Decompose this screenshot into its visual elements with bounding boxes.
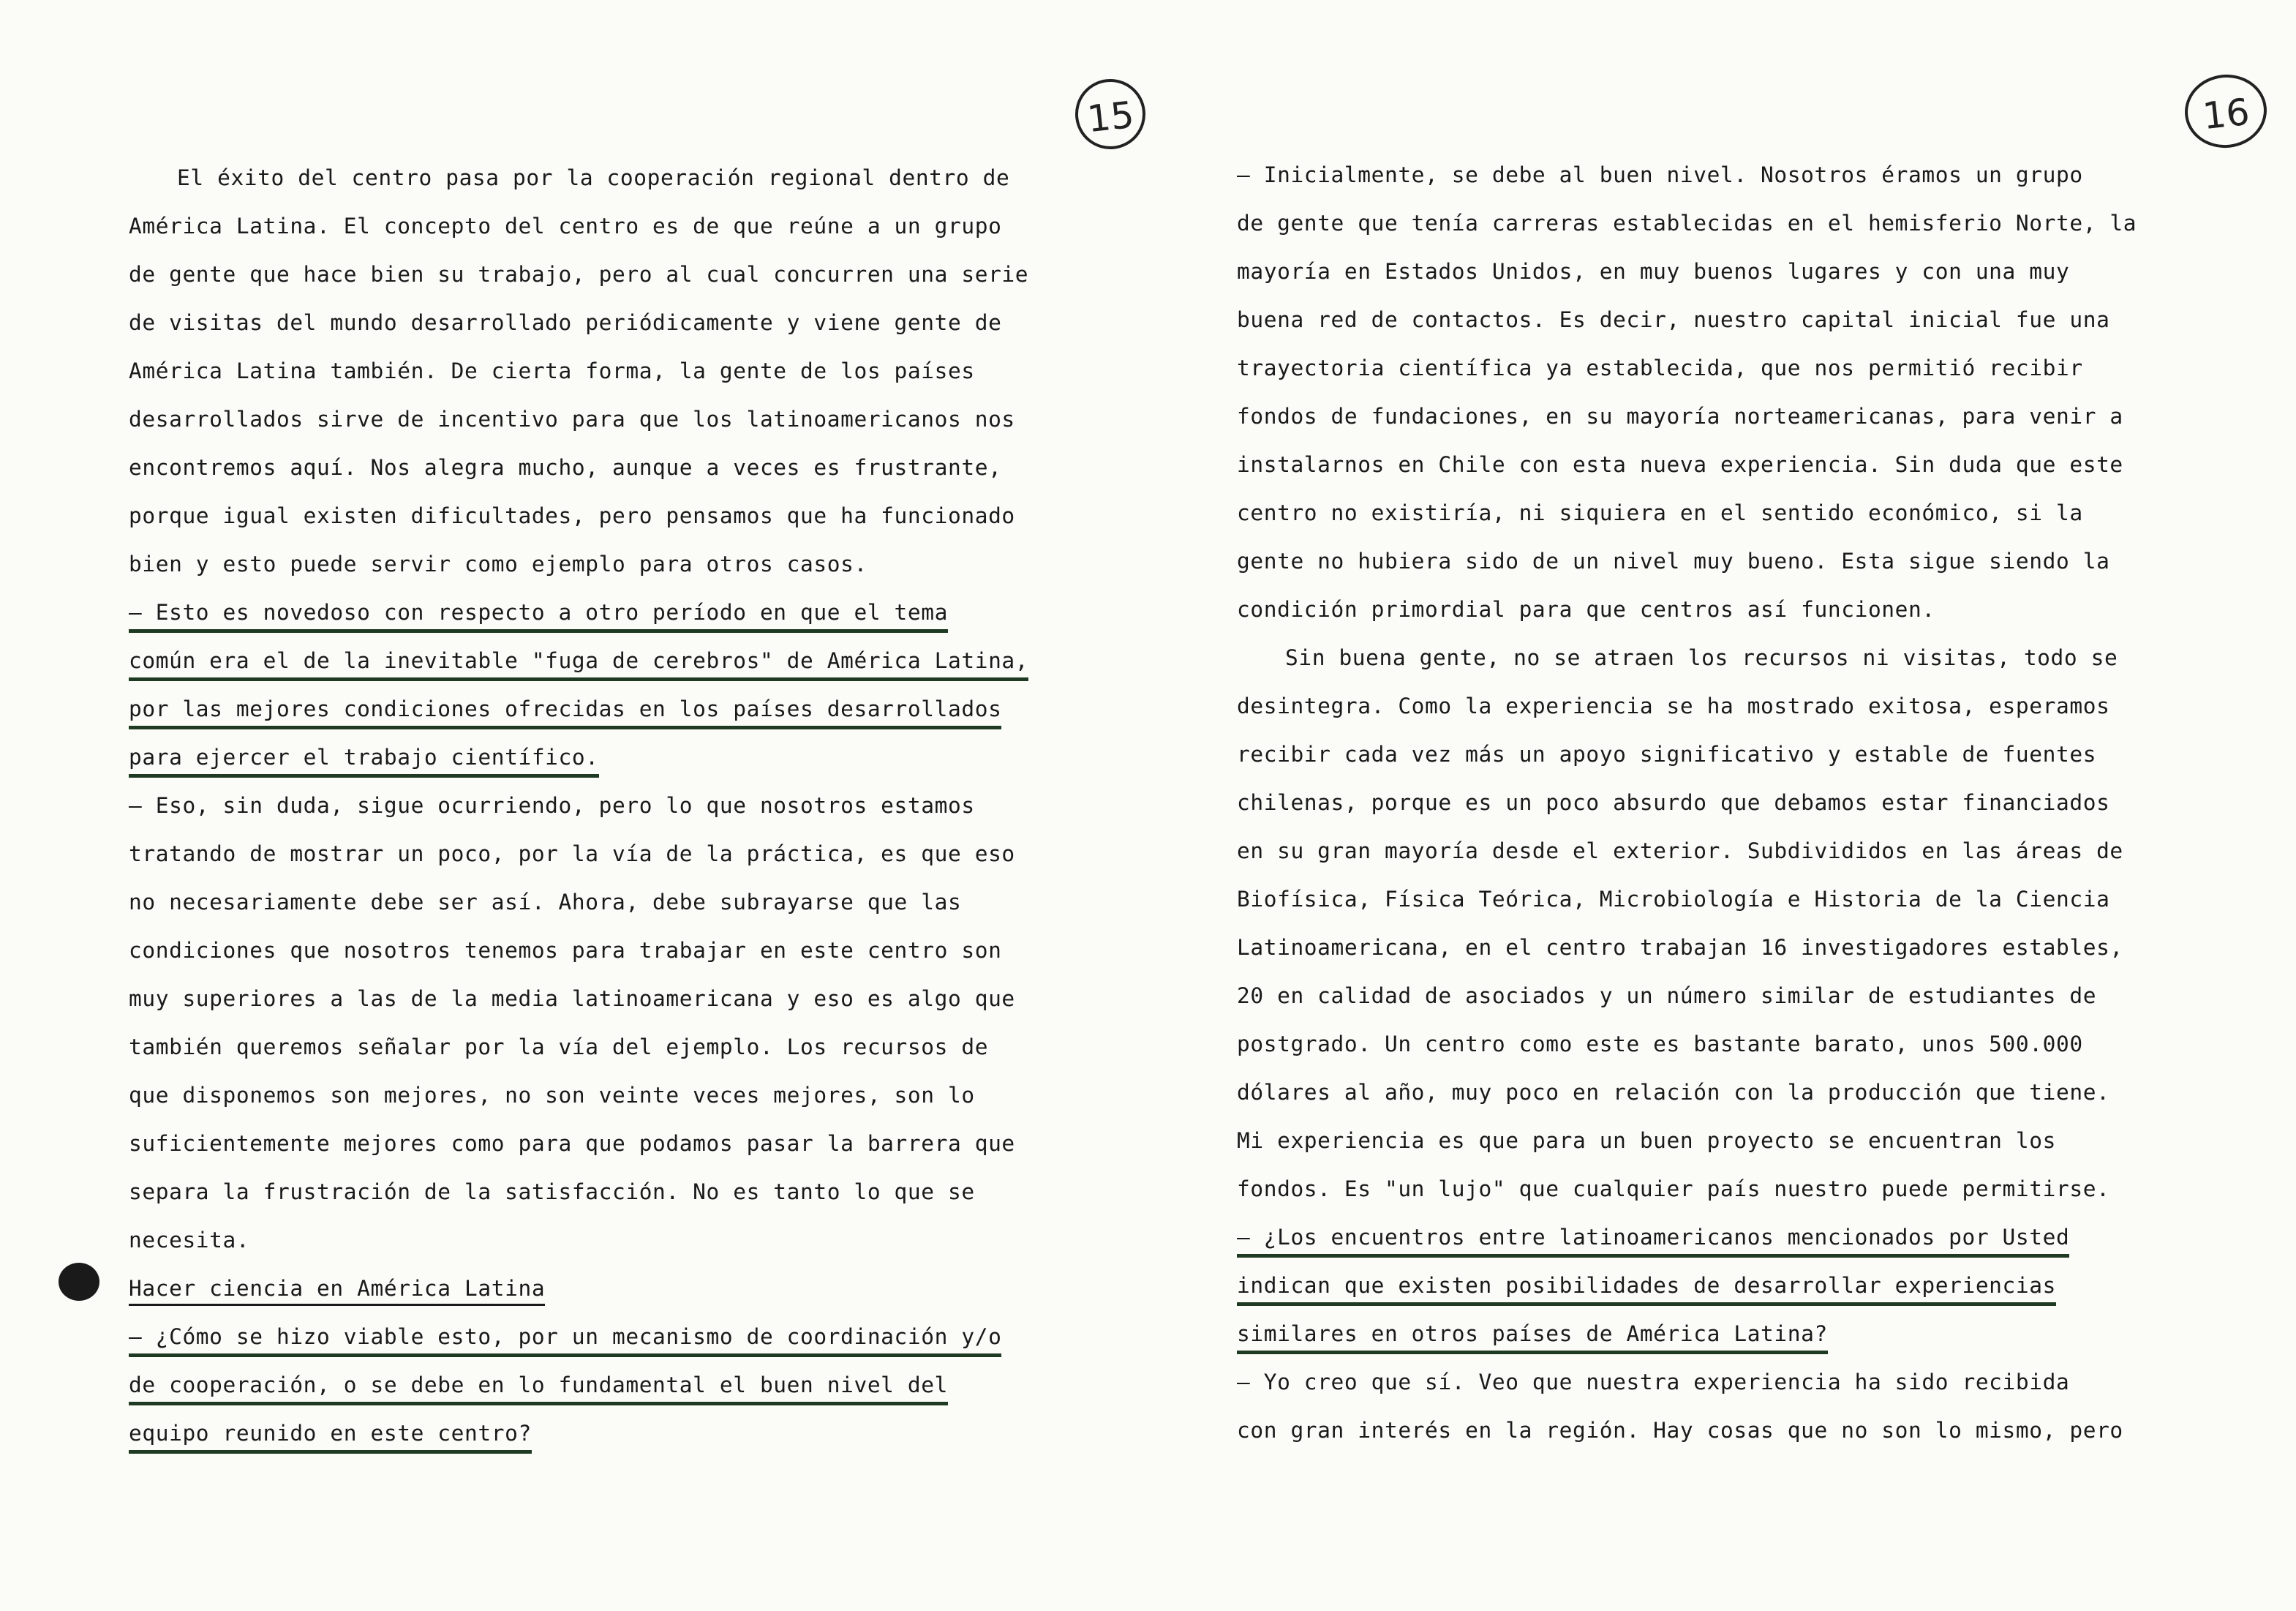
text-line-content: fondos de fundaciones, en su mayoría norteamericanas, para venir a: [1237, 404, 2123, 429]
text-line-content: Sin buena gente, no se atraen los recursos ni visitas, todo se: [1285, 645, 2118, 670]
text-line: [1237, 1261, 2251, 1310]
text-line: [1237, 440, 2251, 489]
text-line: [1237, 778, 2251, 827]
text-line: [1237, 875, 2251, 923]
text-line-content: instalarnos en Chile con esta nueva experiencia. Sin duda que este: [1237, 452, 2123, 477]
text-line: [129, 1409, 1131, 1457]
section-heading: [129, 1264, 1131, 1313]
text-line-content: con gran interés en la región. Hay cosas que no son lo mismo, pero: [1237, 1418, 2123, 1443]
text-line: [1237, 923, 2251, 972]
text-line: [129, 1216, 1131, 1264]
text-line-content: de visitas del mundo desarrollado periódicamente y viene gente de: [129, 310, 1002, 335]
text-line: [129, 395, 1131, 443]
text-line: [1237, 296, 2251, 344]
text-line-content: también queremos señalar por la vía del ejemplo. Los recursos de: [129, 1034, 989, 1059]
text-line-content: que disponemos son mejores, no son veinte veces mejores, son lo: [129, 1083, 975, 1108]
text-line-content: desarrollados sirve de incentivo para que los latinoamericanos nos: [129, 407, 1015, 432]
text-line: [1237, 585, 2251, 634]
right-page: [1148, 0, 2296, 1611]
text-line-content: – ¿Los encuentros entre latinoamericanos mencionados por Usted: [1237, 1225, 2069, 1258]
text-line: [1237, 1310, 2251, 1358]
text-line: [129, 926, 1131, 975]
text-line-content: suficientemente mejores como para que podamos pasar la barrera que: [129, 1131, 1015, 1156]
text-line: [129, 250, 1131, 298]
text-line: [129, 1023, 1131, 1071]
text-line-content: – Yo creo que sí. Veo que nuestra experiencia ha sido recibida: [1237, 1370, 2070, 1394]
text-line: [129, 443, 1131, 492]
text-line: [1237, 730, 2251, 778]
text-line-content: centro no existiría, ni siquiera en el sentido económico, si la: [1237, 500, 2083, 525]
text-line-content: postgrado. Un centro como este es bastante barato, unos 500.000: [1237, 1032, 2083, 1056]
text-line-content: – Eso, sin duda, sigue ocurriendo, pero lo que nosotros estamos: [129, 793, 975, 818]
text-line: [129, 347, 1131, 395]
text-line-content: de cooperación, o se debe en lo fundamental el buen nivel del: [129, 1372, 948, 1405]
text-line-content: en su gran mayoría desde el exterior. Subdivididos en las áreas de: [1237, 838, 2123, 863]
text-line-content: fondos. Es "un lujo" que cualquier país nuestro puede permitirse.: [1237, 1176, 2110, 1201]
text-line-content: mayoría en Estados Unidos, en muy buenos lugares y con una muy: [1237, 259, 2070, 284]
text-line: [129, 1071, 1131, 1119]
text-line-content: muy superiores a las de la media latinoamericana y eso es algo que: [129, 986, 1015, 1011]
text-line-content: de gente que hace bien su trabajo, pero al cual concurren una serie: [129, 262, 1029, 287]
text-line-content: El éxito del centro pasa por la cooperación regional dentro de: [177, 165, 1010, 190]
text-line: [1237, 1068, 2251, 1116]
text-line: [129, 878, 1131, 926]
page-number-16: 16: [2181, 70, 2270, 151]
text-line-content: gente no hubiera sido de un nivel muy bueno. Esta sigue siendo la: [1237, 549, 2110, 574]
text-line: [129, 1168, 1131, 1216]
text-line: [1237, 1406, 2251, 1454]
text-line-content: condiciones que nosotros tenemos para trabajar en este centro son: [129, 938, 1002, 963]
text-line: [1237, 1116, 2251, 1165]
text-line-content: para ejercer el trabajo científico.: [129, 745, 599, 778]
text-line: [129, 733, 1131, 781]
text-line-content: Mi experiencia es que para un buen proyecto se encuentran los: [1237, 1128, 2056, 1153]
text-line-content: de gente que tenía carreras establecidas en el hemisferio Norte, la: [1237, 211, 2137, 236]
text-line: [1237, 827, 2251, 875]
text-line: [1237, 1020, 2251, 1068]
text-line: [129, 1361, 1131, 1409]
text-line: [129, 298, 1131, 347]
text-line: [129, 492, 1131, 540]
text-line: [129, 154, 1131, 202]
text-line-content: indican que existen posibilidades de desarrollar experiencias: [1237, 1273, 2056, 1306]
text-line-content: dólares al año, muy poco en relación con la producción que tiene.: [1237, 1080, 2110, 1105]
text-line-content: recibir cada vez más un apoyo significativo y estable de fuentes: [1237, 742, 2097, 767]
text-line-content: porque igual existen dificultades, pero pensamos que ha funcionado: [129, 503, 1015, 528]
text-line: [1237, 682, 2251, 730]
page-number-15: 15: [1072, 75, 1149, 153]
text-line-content: Latinoamericana, en el centro trabajan 16 investigadores estables,: [1237, 935, 2123, 960]
text-line: [129, 1313, 1131, 1361]
text-line: [129, 588, 1131, 636]
text-line: [129, 1119, 1131, 1168]
text-line-content: América Latina también. De cierta forma, la gente de los países: [129, 358, 975, 383]
text-line-content: desintegra. Como la experiencia se ha mostrado exitosa, esperamos: [1237, 694, 2110, 718]
text-line-content: Hacer ciencia en América Latina: [129, 1276, 545, 1306]
text-line: [1237, 151, 2251, 199]
text-line-content: 20 en calidad de asociados y un número similar de estudiantes de: [1237, 983, 2097, 1008]
text-line: [129, 685, 1131, 733]
text-line: [129, 830, 1131, 878]
right-page-text: [1237, 151, 2251, 1454]
text-line-content: separa la frustración de la satisfacción. No es tanto lo que se: [129, 1179, 975, 1204]
text-line: [1237, 1358, 2251, 1406]
text-line: [129, 540, 1131, 588]
ink-dot-bullet: [59, 1263, 99, 1301]
left-page-text: [129, 154, 1131, 1457]
text-line: [1237, 972, 2251, 1020]
text-line-content: condición primordial para que centros así funcionen.: [1237, 597, 1935, 622]
text-line-content: necesita.: [129, 1228, 250, 1253]
text-line: [1237, 1213, 2251, 1261]
text-line-content: América Latina. El concepto del centro es de que reúne a un grupo: [129, 214, 1002, 239]
text-line: [1237, 392, 2251, 440]
text-line-content: común era el de la inevitable "fuga de cerebros" de América Latina,: [129, 648, 1028, 681]
text-line: [1237, 199, 2251, 247]
text-line: [129, 975, 1131, 1023]
text-line-content: por las mejores condiciones ofrecidas en los países desarrollados: [129, 696, 1001, 729]
text-line-content: – Inicialmente, se debe al buen nivel. Nosotros éramos un grupo: [1237, 162, 2083, 187]
text-line: [1237, 344, 2251, 392]
text-line: [129, 202, 1131, 250]
text-line-content: – ¿Cómo se hizo viable esto, por un mecanismo de coordinación y/o: [129, 1324, 1001, 1357]
text-line-content: Biofísica, Física Teórica, Microbiología e Historia de la Ciencia: [1237, 887, 2110, 912]
text-line: [1237, 1165, 2251, 1213]
text-line-content: no necesariamente debe ser así. Ahora, debe subrayarse que las: [129, 890, 962, 915]
text-line: [129, 636, 1131, 685]
text-line: [1237, 537, 2251, 585]
text-line-content: buena red de contactos. Es decir, nuestro capital inicial fue una: [1237, 307, 2110, 332]
text-line-content: similares en otros países de América Latina?: [1237, 1321, 1828, 1354]
text-line-content: bien y esto puede servir como ejemplo para otros casos.: [129, 552, 867, 577]
text-line-content: equipo reunido en este centro?: [129, 1421, 532, 1454]
text-line: [129, 781, 1131, 830]
text-line-content: chilenas, porque es un poco absurdo que debamos estar financiados: [1237, 790, 2110, 815]
text-line: [1237, 247, 2251, 296]
text-line: [1237, 489, 2251, 537]
text-line-content: encontremos aquí. Nos alegra mucho, aunque a veces es frustrante,: [129, 455, 1002, 480]
text-line: [1237, 634, 2251, 682]
text-line-content: tratando de mostrar un poco, por la vía de la práctica, es que eso: [129, 841, 1015, 866]
text-line-content: trayectoria científica ya establecida, que nos permitió recibir: [1237, 356, 2083, 380]
text-line-content: – Esto es novedoso con respecto a otro período en que el tema: [129, 600, 948, 633]
